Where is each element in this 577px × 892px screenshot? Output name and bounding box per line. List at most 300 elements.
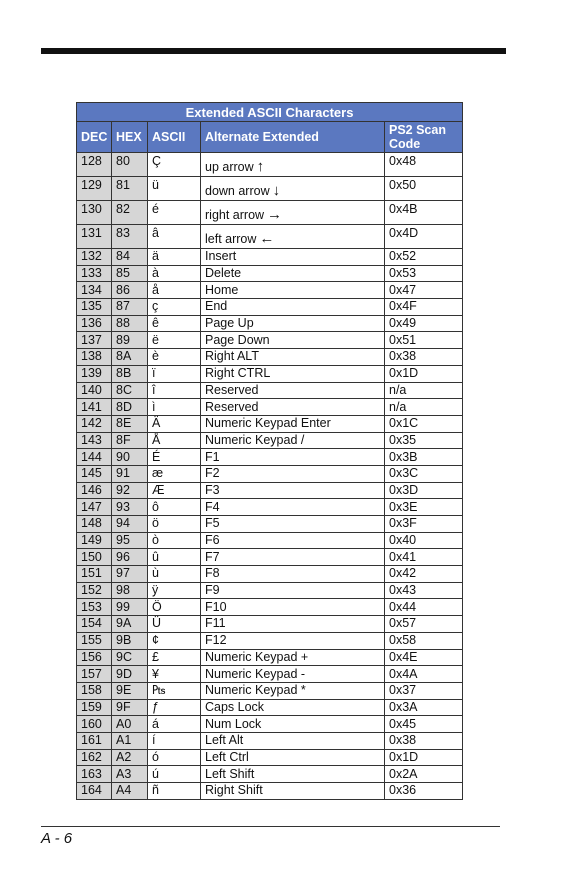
cell-ps2-scan-code (385, 516, 463, 533)
cell-dec-text: 163 (81, 766, 102, 781)
table-row (77, 249, 463, 266)
cell-ps2-scan-code-text: 0x52 (389, 249, 417, 264)
cell-alternate-extended-text: Numeric Keypad * (205, 683, 306, 698)
cell-alternate-extended (201, 265, 385, 282)
cell-dec (77, 616, 112, 633)
arrow-icon: ← (259, 230, 275, 247)
cell-ps2-scan-code (385, 299, 463, 316)
cell-dec (77, 499, 112, 516)
table-row (77, 482, 463, 499)
cell-alternate-extended-text: Num Lock (205, 716, 262, 731)
cell-alternate-extended-text: left arrow (205, 232, 257, 246)
cell-alternate-extended-text: F4 (205, 499, 220, 514)
cell-hex (112, 616, 148, 633)
table-row (77, 282, 463, 299)
cell-ascii (148, 465, 201, 482)
cell-ascii-text: É (152, 449, 161, 464)
cell-dec-text: 161 (81, 733, 102, 748)
cell-alternate-extended (201, 432, 385, 449)
cell-hex-text: 9F (116, 699, 131, 714)
cell-dec-text: 130 (81, 202, 102, 216)
cell-alternate-extended (201, 365, 385, 382)
cell-alternate-extended-text: F3 (205, 482, 220, 497)
cell-hex-text: 91 (116, 466, 130, 481)
cell-alternate-extended-text: Numeric Keypad + (205, 649, 309, 664)
cell-hex-text: 89 (116, 332, 130, 347)
cell-ascii-text: Å (152, 432, 161, 447)
cell-ascii-text: ï (152, 366, 156, 381)
top-rule (41, 48, 506, 54)
cell-alternate-extended (201, 499, 385, 516)
cell-hex (112, 415, 148, 432)
cell-ascii-text: ê (152, 316, 159, 331)
cell-hex (112, 201, 148, 225)
cell-hex (112, 566, 148, 583)
cell-ps2-scan-code (385, 766, 463, 783)
cell-dec (77, 332, 112, 349)
cell-alternate-extended (201, 649, 385, 666)
cell-ps2-scan-code-text: 0x4B (389, 202, 418, 216)
table-row (77, 415, 463, 432)
table-row (77, 716, 463, 733)
cell-alternate-extended-text: right arrow (205, 208, 265, 222)
cell-ascii-text: ô (152, 499, 159, 514)
cell-hex-text: 9E (116, 683, 132, 698)
cell-ascii-text: ç (152, 299, 159, 314)
cell-hex-text: 82 (116, 202, 130, 216)
cell-hex-text: 9D (116, 666, 132, 681)
cell-ascii-text: ó (152, 749, 159, 764)
cell-dec-text: 156 (81, 649, 102, 664)
cell-hex (112, 749, 148, 766)
cell-ps2-scan-code-text: 0x1D (389, 749, 419, 764)
cell-hex (112, 265, 148, 282)
cell-ascii-text: ì (152, 399, 156, 414)
cell-dec (77, 666, 112, 683)
cell-dec-text: 145 (81, 466, 102, 481)
cell-dec (77, 265, 112, 282)
cell-ascii (148, 382, 201, 399)
cell-ascii (148, 265, 201, 282)
cell-ps2-scan-code-text: 0x42 (389, 566, 417, 581)
cell-ascii (148, 666, 201, 683)
cell-hex (112, 666, 148, 683)
cell-ascii (148, 566, 201, 583)
cell-dec-text: 150 (81, 549, 102, 564)
cell-ascii (148, 499, 201, 516)
cell-alternate-extended-text: Left Shift (205, 766, 255, 781)
cell-dec (77, 549, 112, 566)
cell-alternate-extended (201, 599, 385, 616)
cell-ps2-scan-code-text: 0x57 (389, 616, 417, 631)
cell-alternate-extended-text: Numeric Keypad / (205, 432, 305, 447)
cell-dec-text: 164 (81, 783, 102, 798)
cell-ps2-scan-code-text: 0x2A (389, 766, 418, 781)
cell-dec-text: 155 (81, 633, 102, 648)
cell-alternate-extended-text: Right Shift (205, 783, 263, 798)
cell-ps2-scan-code-text: 0x47 (389, 282, 417, 297)
cell-ascii (148, 716, 201, 733)
table-title: Extended ASCII Characters (77, 103, 463, 122)
cell-ascii-text: Ü (152, 616, 162, 631)
cell-hex-text: 8E (116, 416, 132, 431)
cell-ps2-scan-code-text: 0x43 (389, 583, 417, 598)
cell-ascii-text: é (152, 202, 159, 216)
cell-alternate-extended (201, 682, 385, 699)
cell-alternate-extended-text: Left Alt (205, 733, 244, 748)
cell-alternate-extended (201, 516, 385, 533)
cell-ps2-scan-code-text: 0x53 (389, 266, 417, 281)
cell-hex-text: 80 (116, 154, 130, 168)
table-row (77, 582, 463, 599)
column-header-dec: DEC (77, 122, 112, 153)
cell-ps2-scan-code-text: 0x1C (389, 416, 419, 431)
cell-alternate-extended-text: Insert (205, 249, 237, 264)
cell-ps2-scan-code-text: 0x35 (389, 432, 417, 447)
cell-hex (112, 699, 148, 716)
cell-dec-text: 140 (81, 382, 102, 397)
page-number: A - 6 (41, 830, 73, 847)
cell-ps2-scan-code (385, 465, 463, 482)
cell-alternate-extended (201, 332, 385, 349)
cell-hex (112, 482, 148, 499)
cell-ps2-scan-code (385, 349, 463, 366)
cell-dec-text: 158 (81, 683, 102, 698)
cell-ps2-scan-code-text: 0x44 (389, 599, 417, 614)
table-row (77, 449, 463, 466)
cell-ascii (148, 315, 201, 332)
cell-ps2-scan-code-text: 0x3C (389, 466, 419, 481)
cell-dec-text: 137 (81, 332, 102, 347)
cell-ps2-scan-code (385, 549, 463, 566)
cell-ps2-scan-code (385, 449, 463, 466)
cell-alternate-extended-text: F7 (205, 549, 220, 564)
cell-alternate-extended-text: Page Down (205, 332, 270, 347)
table-row (77, 616, 463, 633)
cell-hex (112, 532, 148, 549)
cell-alternate-extended-text: F1 (205, 449, 220, 464)
cell-ps2-scan-code (385, 265, 463, 282)
cell-ps2-scan-code-text: 0x1D (389, 366, 419, 381)
cell-ascii-text: Ç (152, 154, 162, 168)
cell-hex (112, 465, 148, 482)
cell-ps2-scan-code-text: 0x51 (389, 332, 417, 347)
cell-dec-text: 146 (81, 482, 102, 497)
cell-dec (77, 415, 112, 432)
cell-ascii (148, 432, 201, 449)
cell-ps2-scan-code-text: 0x45 (389, 716, 417, 731)
cell-ps2-scan-code (385, 582, 463, 599)
column-header-hex: HEX (112, 122, 148, 153)
cell-ps2-scan-code (385, 682, 463, 699)
cell-alternate-extended (201, 177, 385, 201)
cell-dec (77, 749, 112, 766)
cell-ascii-text: Ö (152, 599, 162, 614)
table-row (77, 177, 463, 201)
table-row (77, 365, 463, 382)
cell-alternate-extended-text: Delete (205, 266, 242, 281)
cell-ascii (148, 299, 201, 316)
cell-hex-text: 92 (116, 482, 130, 497)
cell-ps2-scan-code (385, 332, 463, 349)
cell-ascii (148, 649, 201, 666)
cell-ascii (148, 482, 201, 499)
cell-ps2-scan-code-text: 0x4F (389, 299, 417, 314)
cell-ps2-scan-code-text: 0x58 (389, 633, 417, 648)
cell-dec-text: 154 (81, 616, 102, 631)
cell-dec (77, 632, 112, 649)
cell-dec (77, 732, 112, 749)
cell-ascii (148, 249, 201, 266)
cell-hex (112, 632, 148, 649)
cell-alternate-extended-text: Reserved (205, 382, 259, 397)
cell-ps2-scan-code (385, 616, 463, 633)
column-header-ascii: ASCII (148, 122, 201, 153)
cell-alternate-extended (201, 616, 385, 633)
table-row (77, 315, 463, 332)
cell-ascii-text: ₧ (152, 683, 166, 698)
cell-hex-text: 97 (116, 566, 130, 581)
cell-hex-text: 8F (116, 432, 131, 447)
cell-hex (112, 299, 148, 316)
table-row (77, 499, 463, 516)
cell-alternate-extended (201, 766, 385, 783)
cell-alternate-extended-text: Numeric Keypad Enter (205, 416, 331, 431)
table-row (77, 399, 463, 416)
table-row (77, 783, 463, 800)
cell-ascii (148, 201, 201, 225)
cell-ps2-scan-code (385, 225, 463, 249)
cell-ps2-scan-code-text: 0x4D (389, 226, 419, 240)
cell-ascii-text: ö (152, 516, 159, 531)
cell-ascii (148, 783, 201, 800)
cell-ascii (148, 282, 201, 299)
cell-ascii-text: Æ (152, 482, 165, 497)
table-row (77, 153, 463, 177)
cell-alternate-extended (201, 632, 385, 649)
table-row (77, 682, 463, 699)
cell-ps2-scan-code (385, 482, 463, 499)
cell-ascii (148, 332, 201, 349)
cell-alternate-extended (201, 699, 385, 716)
cell-ps2-scan-code (385, 365, 463, 382)
cell-dec (77, 201, 112, 225)
cell-alternate-extended (201, 349, 385, 366)
column-header-alternate-extended: Alternate Extended (201, 122, 385, 153)
cell-dec-text: 162 (81, 749, 102, 764)
cell-ps2-scan-code (385, 566, 463, 583)
cell-hex (112, 599, 148, 616)
cell-ps2-scan-code-text: 0x48 (389, 154, 417, 168)
cell-ps2-scan-code (385, 783, 463, 800)
cell-hex (112, 399, 148, 416)
column-header-ps2-scan-code: PS2 Scan Code (385, 122, 463, 153)
cell-alternate-extended (201, 399, 385, 416)
cell-alternate-extended-text: Page Up (205, 316, 254, 331)
cell-ps2-scan-code (385, 432, 463, 449)
cell-ps2-scan-code-text: 0x3A (389, 699, 418, 714)
cell-hex-text: A0 (116, 716, 132, 731)
table-row (77, 732, 463, 749)
cell-ps2-scan-code-text: 0x40 (389, 533, 417, 548)
cell-ps2-scan-code (385, 153, 463, 177)
cell-hex-text: 9A (116, 616, 132, 631)
table-body (77, 153, 463, 800)
cell-ps2-scan-code-text: 0x3B (389, 449, 418, 464)
table-row (77, 649, 463, 666)
cell-ps2-scan-code-text: 0x3F (389, 516, 417, 531)
cell-dec (77, 399, 112, 416)
table-row (77, 549, 463, 566)
cell-hex-text: 8A (116, 349, 132, 364)
cell-hex-text: 93 (116, 499, 130, 514)
cell-ps2-scan-code (385, 599, 463, 616)
cell-ascii-text: à (152, 266, 159, 281)
cell-hex (112, 225, 148, 249)
cell-ascii (148, 699, 201, 716)
cell-dec-text: 147 (81, 499, 102, 514)
table-row (77, 666, 463, 683)
cell-alternate-extended-text: F8 (205, 566, 220, 581)
cell-alternate-extended (201, 415, 385, 432)
cell-ascii-text: ñ (152, 783, 159, 798)
cell-hex-text: A4 (116, 783, 132, 798)
cell-hex-text: 81 (116, 178, 130, 192)
cell-alternate-extended-text: Reserved (205, 399, 259, 414)
cell-dec (77, 465, 112, 482)
cell-ascii (148, 682, 201, 699)
cell-ascii (148, 766, 201, 783)
cell-dec (77, 349, 112, 366)
cell-ascii-text: ù (152, 566, 159, 581)
cell-alternate-extended (201, 449, 385, 466)
cell-alternate-extended-text: Numeric Keypad - (205, 666, 306, 681)
cell-dec (77, 532, 112, 549)
cell-dec (77, 649, 112, 666)
cell-ascii-text: û (152, 549, 159, 564)
cell-dec-text: 157 (81, 666, 102, 681)
cell-ps2-scan-code-text: 0x38 (389, 349, 417, 364)
cell-hex (112, 282, 148, 299)
cell-ascii (148, 516, 201, 533)
cell-ascii-text: ÿ (152, 583, 159, 598)
cell-dec (77, 177, 112, 201)
cell-alternate-extended-text: F12 (205, 633, 227, 648)
cell-ascii-text: ë (152, 332, 159, 347)
cell-ps2-scan-code (385, 532, 463, 549)
cell-hex-text: 90 (116, 449, 130, 464)
table-row (77, 532, 463, 549)
cell-dec-text: 132 (81, 249, 102, 264)
table-row (77, 265, 463, 282)
cell-alternate-extended (201, 282, 385, 299)
cell-dec (77, 566, 112, 583)
cell-alternate-extended (201, 315, 385, 332)
cell-alternate-extended (201, 749, 385, 766)
cell-hex (112, 732, 148, 749)
cell-dec-text: 128 (81, 154, 102, 168)
cell-hex (112, 153, 148, 177)
cell-dec-text: 151 (81, 566, 102, 581)
cell-alternate-extended (201, 582, 385, 599)
table-row (77, 465, 463, 482)
cell-ascii-text: í (152, 733, 156, 748)
cell-ascii (148, 582, 201, 599)
cell-ps2-scan-code (385, 282, 463, 299)
cell-ps2-scan-code (385, 382, 463, 399)
cell-alternate-extended-text: F6 (205, 533, 220, 548)
cell-alternate-extended-text: Left Ctrl (205, 749, 249, 764)
cell-hex (112, 249, 148, 266)
cell-dec (77, 225, 112, 249)
cell-hex-text: 8C (116, 382, 132, 397)
cell-ps2-scan-code (385, 632, 463, 649)
cell-dec-text: 149 (81, 533, 102, 548)
cell-ascii-text: ü (152, 178, 159, 192)
cell-ascii-text: î (152, 382, 156, 397)
cell-ps2-scan-code (385, 177, 463, 201)
table-row (77, 632, 463, 649)
cell-hex-text: 94 (116, 516, 130, 531)
cell-ascii (148, 732, 201, 749)
cell-alternate-extended-text: End (205, 299, 228, 314)
cell-hex (112, 649, 148, 666)
cell-ascii (148, 449, 201, 466)
cell-ps2-scan-code (385, 699, 463, 716)
cell-alternate-extended (201, 153, 385, 177)
cell-alternate-extended-text: up arrow (205, 160, 254, 174)
cell-hex (112, 499, 148, 516)
cell-dec (77, 299, 112, 316)
table-row (77, 749, 463, 766)
cell-ascii (148, 415, 201, 432)
cell-hex-text: 84 (116, 249, 130, 264)
cell-dec-text: 144 (81, 449, 102, 464)
cell-ascii (148, 153, 201, 177)
cell-dec-text: 133 (81, 266, 102, 281)
cell-ps2-scan-code (385, 399, 463, 416)
cell-hex (112, 516, 148, 533)
cell-ps2-scan-code-text: 0x4E (389, 649, 418, 664)
cell-alternate-extended (201, 201, 385, 225)
cell-hex-text: 87 (116, 299, 130, 314)
cell-alternate-extended-text: Right ALT (205, 349, 259, 364)
table-row (77, 201, 463, 225)
cell-dec-text: 135 (81, 299, 102, 314)
cell-dec-text: 129 (81, 178, 102, 192)
cell-ascii (148, 225, 201, 249)
cell-ascii-text: æ (152, 466, 164, 481)
cell-dec (77, 783, 112, 800)
cell-hex (112, 315, 148, 332)
cell-ps2-scan-code-text: 0x49 (389, 316, 417, 331)
cell-alternate-extended (201, 732, 385, 749)
cell-dec (77, 516, 112, 533)
cell-hex (112, 682, 148, 699)
cell-hex-text: 8B (116, 366, 132, 381)
cell-hex-text: 8D (116, 399, 132, 414)
table-row (77, 516, 463, 533)
cell-ascii-text: ƒ (152, 699, 159, 714)
table-row (77, 766, 463, 783)
cell-hex (112, 432, 148, 449)
cell-ps2-scan-code-text: 0x36 (389, 783, 417, 798)
cell-ascii-text: á (152, 716, 159, 731)
cell-hex-text: 83 (116, 226, 130, 240)
cell-ascii-text: ú (152, 766, 159, 781)
cell-hex-text: A2 (116, 749, 132, 764)
cell-ps2-scan-code-text: n/a (389, 399, 407, 414)
